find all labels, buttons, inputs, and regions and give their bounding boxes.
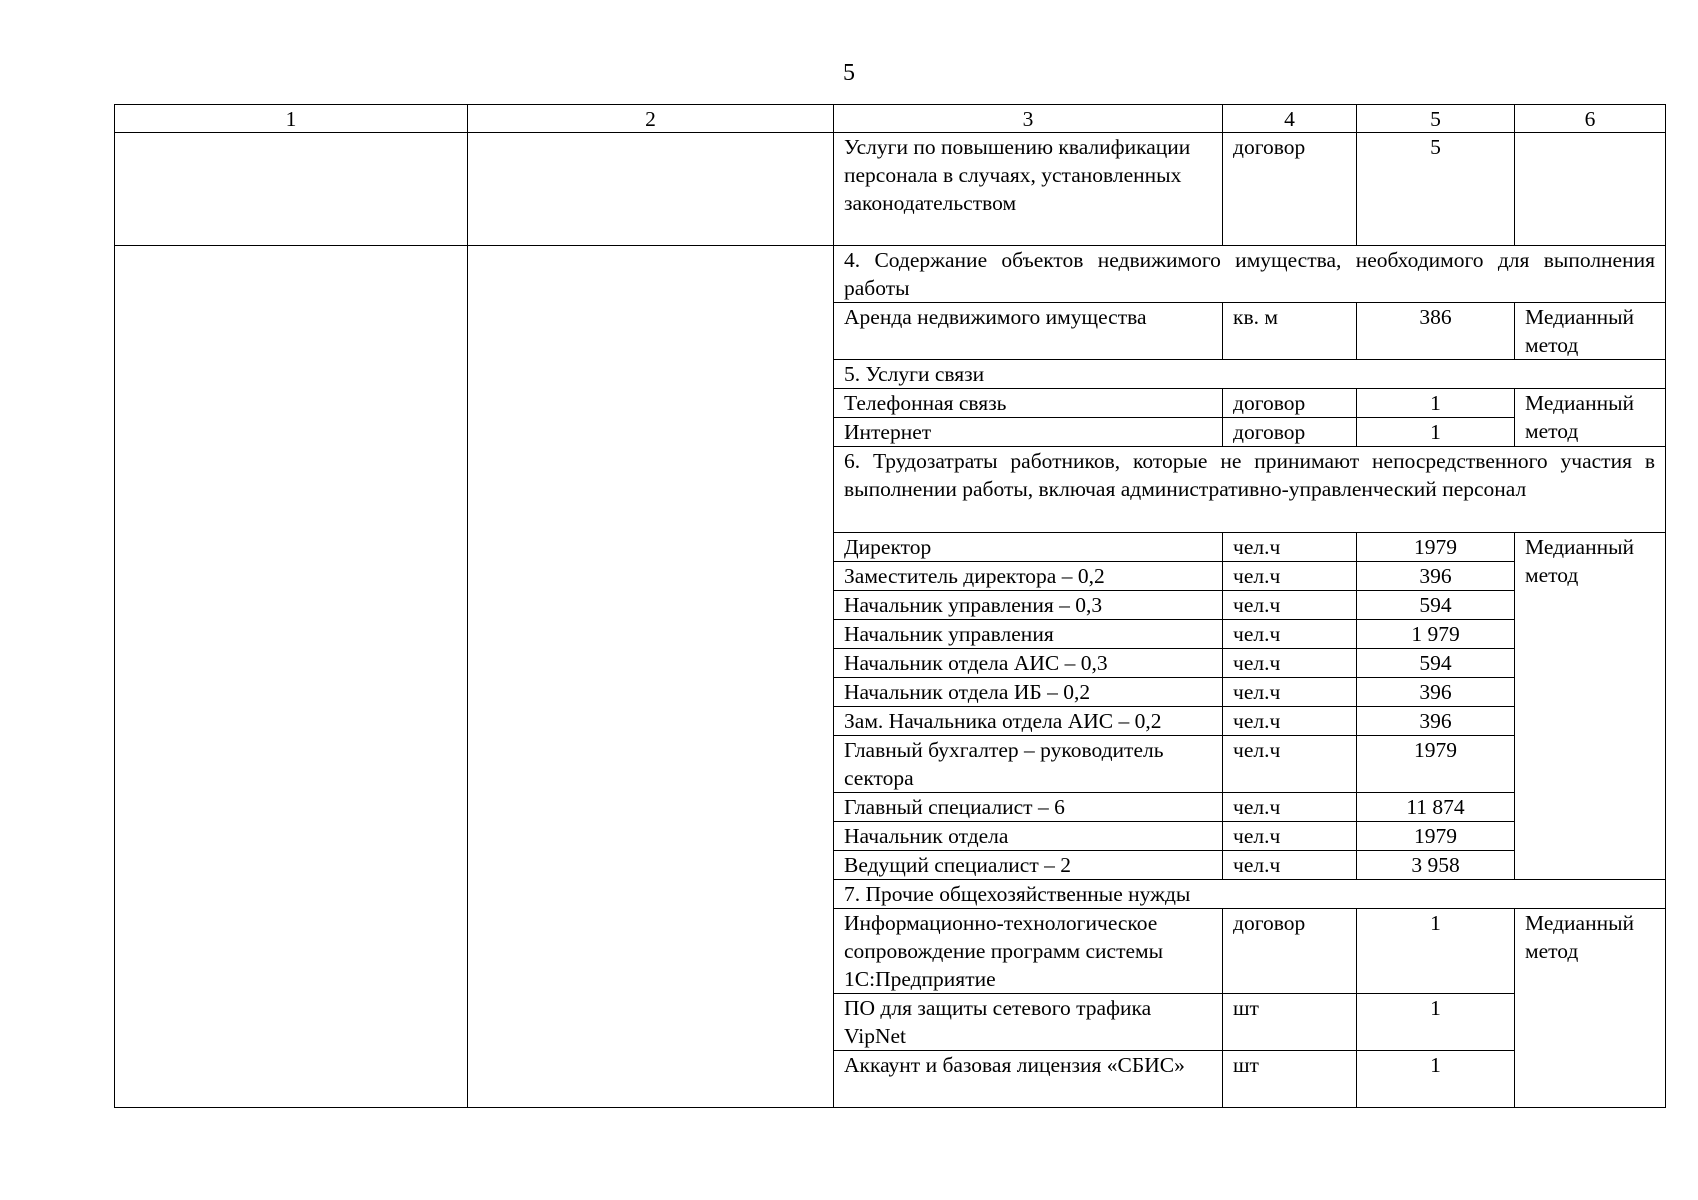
- item-qty: 1979: [1357, 736, 1515, 793]
- item-name: Начальник отдела ИБ – 0,2: [834, 678, 1223, 707]
- item-qty: 1: [1357, 1051, 1515, 1108]
- section-row: [115, 246, 1666, 303]
- empty-cell: [115, 133, 468, 246]
- item-name: Интернет: [834, 418, 1223, 447]
- item-name: Ведущий специалист – 2: [834, 851, 1223, 880]
- item-qty: 11 874: [1357, 793, 1515, 822]
- item-method: Медианный метод: [1515, 909, 1666, 1108]
- item-unit: чел.ч: [1223, 822, 1357, 851]
- item-name: Аренда недвижимого имущества: [834, 303, 1223, 360]
- empty-cell: [468, 246, 834, 1108]
- item-qty: 1979: [1357, 533, 1515, 562]
- column-header: 6: [1515, 105, 1666, 133]
- item-qty: 396: [1357, 678, 1515, 707]
- header-row: [115, 105, 1666, 133]
- item-unit: чел.ч: [1223, 736, 1357, 793]
- item-name: Информационно-технологическое сопровождение программ системы 1С:Предприятие: [834, 909, 1223, 994]
- item-qty: 5: [1357, 133, 1515, 246]
- item-unit: чел.ч: [1223, 620, 1357, 649]
- item-name: Заместитель директора – 0,2: [834, 562, 1223, 591]
- item-qty: 1979: [1357, 822, 1515, 851]
- item-unit: договор: [1223, 909, 1357, 994]
- item-unit: чел.ч: [1223, 562, 1357, 591]
- page-number: 5: [843, 60, 855, 86]
- item-name: Телефонная связь: [834, 389, 1223, 418]
- column-header: 5: [1357, 105, 1515, 133]
- item-name: Начальник управления: [834, 620, 1223, 649]
- section-heading: 5. Услуги связи: [834, 360, 1666, 389]
- item-method: Медианный метод: [1515, 303, 1666, 360]
- empty-cell: [468, 133, 834, 246]
- section-heading: 7. Прочие общехозяйственные нужды: [834, 880, 1666, 909]
- item-qty: 396: [1357, 707, 1515, 736]
- column-header: 2: [468, 105, 834, 133]
- table-row: [115, 133, 1666, 246]
- item-name: Аккаунт и базовая лицензия «СБИС»: [834, 1051, 1223, 1108]
- item-qty: 3 958: [1357, 851, 1515, 880]
- item-unit: чел.ч: [1223, 533, 1357, 562]
- item-unit: чел.ч: [1223, 678, 1357, 707]
- item-unit: чел.ч: [1223, 793, 1357, 822]
- item-qty: 396: [1357, 562, 1515, 591]
- item-method: [1515, 133, 1666, 246]
- item-method: Медианный метод: [1515, 389, 1666, 447]
- item-unit: шт: [1223, 994, 1357, 1051]
- item-unit: чел.ч: [1223, 591, 1357, 620]
- item-unit: договор: [1223, 418, 1357, 447]
- item-name: Главный специалист – 6: [834, 793, 1223, 822]
- item-qty: 1: [1357, 389, 1515, 418]
- item-unit: кв. м: [1223, 303, 1357, 360]
- section-heading: 4. Содержание объектов недвижимого имущества, необходимого для выполнения работы: [834, 246, 1666, 303]
- column-header: 4: [1223, 105, 1357, 133]
- item-unit: договор: [1223, 389, 1357, 418]
- cost-table: [114, 104, 1666, 1108]
- item-unit: чел.ч: [1223, 707, 1357, 736]
- item-name: Начальник отдела АИС – 0,3: [834, 649, 1223, 678]
- item-qty: 594: [1357, 649, 1515, 678]
- item-qty: 594: [1357, 591, 1515, 620]
- item-name: Начальник отдела: [834, 822, 1223, 851]
- item-name: Зам. Начальника отдела АИС – 0,2: [834, 707, 1223, 736]
- item-qty: 386: [1357, 303, 1515, 360]
- column-header: 3: [834, 105, 1223, 133]
- item-method: Медианный метод: [1515, 533, 1666, 880]
- empty-cell: [115, 246, 468, 1108]
- item-unit: договор: [1223, 133, 1357, 246]
- item-qty: 1: [1357, 418, 1515, 447]
- item-unit: чел.ч: [1223, 851, 1357, 880]
- item-name: ПО для защиты сетевого трафика VipNet: [834, 994, 1223, 1051]
- section-heading: 6. Трудозатраты работников, которые не принимают непосредственного участия в выполнении работы, включая административно-управленческий персонал: [834, 447, 1666, 533]
- item-qty: 1: [1357, 994, 1515, 1051]
- item-name: Главный бухгалтер – руководитель сектора: [834, 736, 1223, 793]
- item-name: Директор: [834, 533, 1223, 562]
- column-header: 1: [115, 105, 468, 133]
- item-name: Услуги по повышению квалификации персонала в случаях, установленных законодательством: [834, 133, 1223, 246]
- item-name: Начальник управления – 0,3: [834, 591, 1223, 620]
- item-qty: 1 979: [1357, 620, 1515, 649]
- item-qty: 1: [1357, 909, 1515, 994]
- item-unit: чел.ч: [1223, 649, 1357, 678]
- item-unit: шт: [1223, 1051, 1357, 1108]
